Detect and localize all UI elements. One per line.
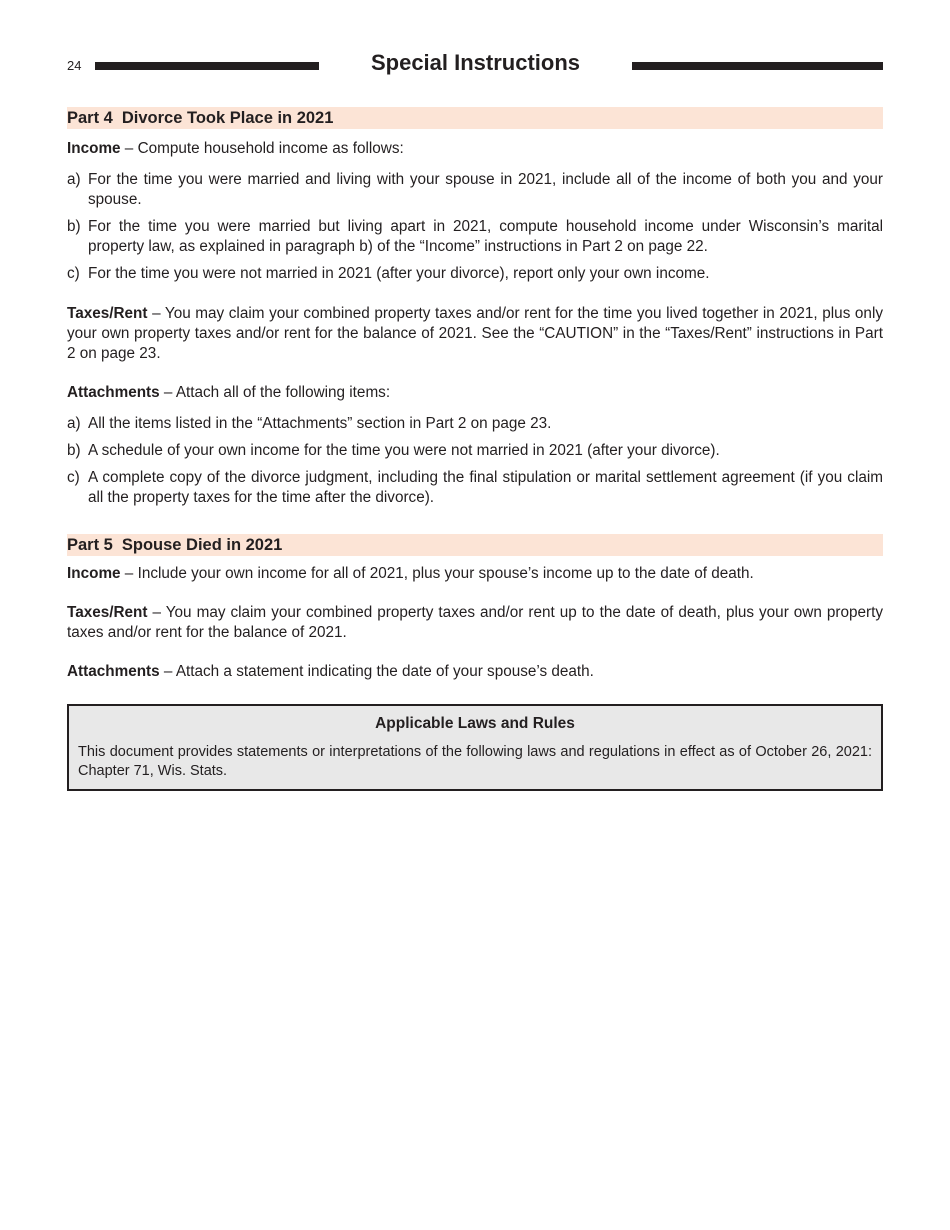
part5-attachments-label: Attachments — [67, 663, 160, 680]
list-item-text: For the time you were married but living apart in 2021, compute household income under Wisconsin’s marital property law, as explained in paragraph b) of the “Income” instructions in Part 2 on page 22. — [88, 218, 883, 255]
part4-attachments-text: – Attach all of the following items: — [159, 384, 391, 401]
list-item — [67, 264, 883, 284]
part4-label: Part 4 — [67, 109, 113, 127]
list-marker: b) — [67, 442, 81, 459]
page-content — [67, 107, 883, 791]
part4-income-label: Income — [67, 140, 121, 157]
part4-attachments-label: Attachments — [67, 384, 160, 401]
part4-taxes-rent — [67, 304, 883, 364]
header-rule-right — [632, 62, 883, 70]
applicable-laws-box — [67, 704, 883, 791]
applicable-laws-text: This document provides statements or interpretations of the following laws and regulations in effect as of October 26, 2021: Chapter 71, Wis. Stats. — [78, 744, 872, 779]
part5-taxes-rent-text: – You may claim your combined property taxes and/or rent up to the date of death, plus your own property taxes and/or rent for the balance of 2021. — [67, 604, 883, 641]
part4-attachments-list — [67, 414, 883, 508]
list-item — [67, 468, 883, 508]
part4-taxes-rent-label: Taxes/Rent — [67, 305, 148, 322]
list-item-text: A schedule of your own income for the time you were not married in 2021 (after your divorce). — [88, 442, 720, 459]
part4-attachments-intro — [67, 383, 883, 403]
list-marker: b) — [67, 218, 81, 235]
list-marker: c) — [67, 469, 80, 486]
list-marker: a) — [67, 415, 81, 432]
page-number: 24 — [67, 58, 82, 73]
part4-taxes-rent-text: – You may claim your combined property taxes and/or rent for the time you lived together in 2021, plus only your own property taxes and/or rent for the balance of 2021. See the “CAUTION” in the “Taxes/Rent” instructions in Part 2 on page 23. — [67, 305, 883, 362]
list-item — [67, 414, 883, 434]
header-rule-left — [95, 62, 319, 70]
part5-label: Part 5 — [67, 536, 113, 554]
part5-heading — [67, 534, 883, 556]
page-header — [67, 50, 883, 82]
list-item-text: For the time you were not married in 2021 (after your divorce), report only your own income. — [88, 265, 710, 282]
part5-title: Spouse Died in 2021 — [121, 536, 283, 554]
applicable-laws-title: Applicable Laws and Rules — [375, 715, 575, 732]
part5-attachments — [67, 662, 883, 682]
part5-income-text: – Include your own income for all of 2021, plus your spouse’s income up to the date of death. — [120, 565, 754, 582]
list-marker: c) — [67, 265, 80, 282]
part5-income — [67, 564, 883, 584]
list-item-text: All the items listed in the “Attachments” section in Part 2 on page 23. — [88, 415, 552, 432]
part5-taxes-rent-label: Taxes/Rent — [67, 604, 148, 621]
part5-taxes-rent — [67, 603, 883, 643]
part4-income-list — [67, 170, 883, 284]
part5-income-label: Income — [67, 565, 121, 582]
list-item-text: A complete copy of the divorce judgment, including the final stipulation or marital settlement agreement (if you claim all the property taxes for the time after the divorce). — [88, 469, 883, 506]
part4-heading — [67, 107, 883, 129]
list-item-text: For the time you were married and living with your spouse in 2021, include all of the income of both you and your spouse. — [88, 171, 883, 208]
part4-income-intro — [67, 139, 883, 159]
part5-attachments-text: – Attach a statement indicating the date of your spouse’s death. — [159, 663, 594, 680]
part4-income-text: – Compute household income as follows: — [120, 140, 404, 157]
part4-title: Divorce Took Place in 2021 — [121, 109, 334, 127]
page-title: Special Instructions — [370, 50, 581, 75]
list-marker: a) — [67, 171, 81, 188]
list-item — [67, 441, 883, 461]
list-item — [67, 170, 883, 210]
list-item — [67, 217, 883, 257]
